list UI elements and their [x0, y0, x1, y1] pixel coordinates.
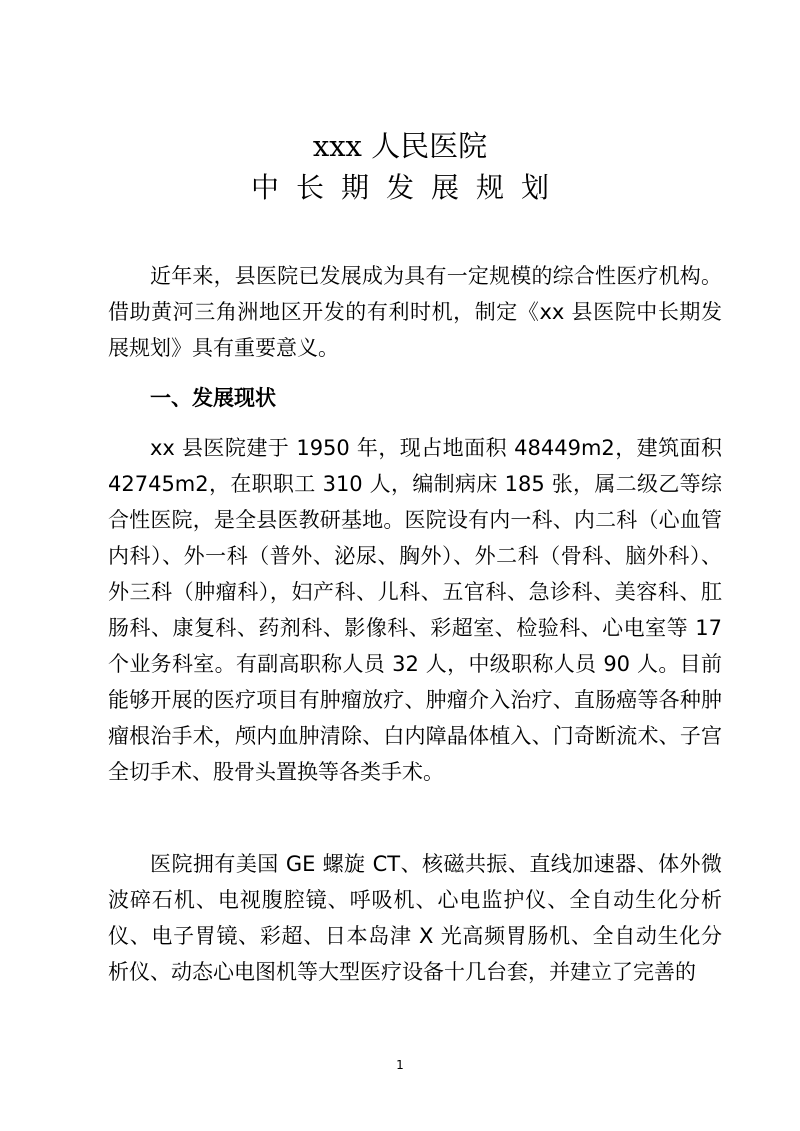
page-number: 1 [396, 1058, 404, 1072]
document-title: xxx 人民医院 [312, 129, 488, 163]
section-heading: 一、发展现状 [150, 386, 276, 410]
status-paragraph: xx 县医院建于 1950 年，现占地面积 48449m2，建筑面积 42745m2，在职职工 310 人，编制病床 185 张，属二级乙等综合性医院，是全县医教研基地。医院设有内一科、内二科（心血管内科）、外一科（普外、泌尿、胸外）、外二科（骨科、脑外科）、外三科（肿瘤科），妇产科、儿科、五官科、急诊科、美容科、肛肠科、康复科、药剂科、影像科、彩超室、检验科、心电室等 17 个业务科室。有副高职称人员 32 人，中级职称人员 90 人。目前能够开展的医疗项目有肿瘤放疗、肿瘤介入治疗、直肠癌等各种肿瘤根治手术，颅内血肿清除、白内障晶体植入、门奇断流术、子宫全切手术、股骨头置换等各类手术。 [108, 436, 722, 784]
equipment-paragraph: 医院拥有美国 GE 螺旋 CT、核磁共振、直线加速器、体外微波碎石机、电视腹腔镜、呼吸机、心电监护仪、全自动生化分析仪、电子胃镜、彩超、日本岛津 X 光高频胃肠机、全自动生化分析仪、动态心电图机等大型医疗设备十几台套，并建立了完善的 [108, 852, 722, 984]
document-subtitle: 中长期发展规划 [250, 171, 566, 204]
intro-paragraph: 近年来，县医院已发展成为具有一定规模的综合性医疗机构。借助黄河三角洲地区开发的有利时机，制定《xx 县医院中长期发展规划》具有重要意义。 [108, 264, 722, 360]
